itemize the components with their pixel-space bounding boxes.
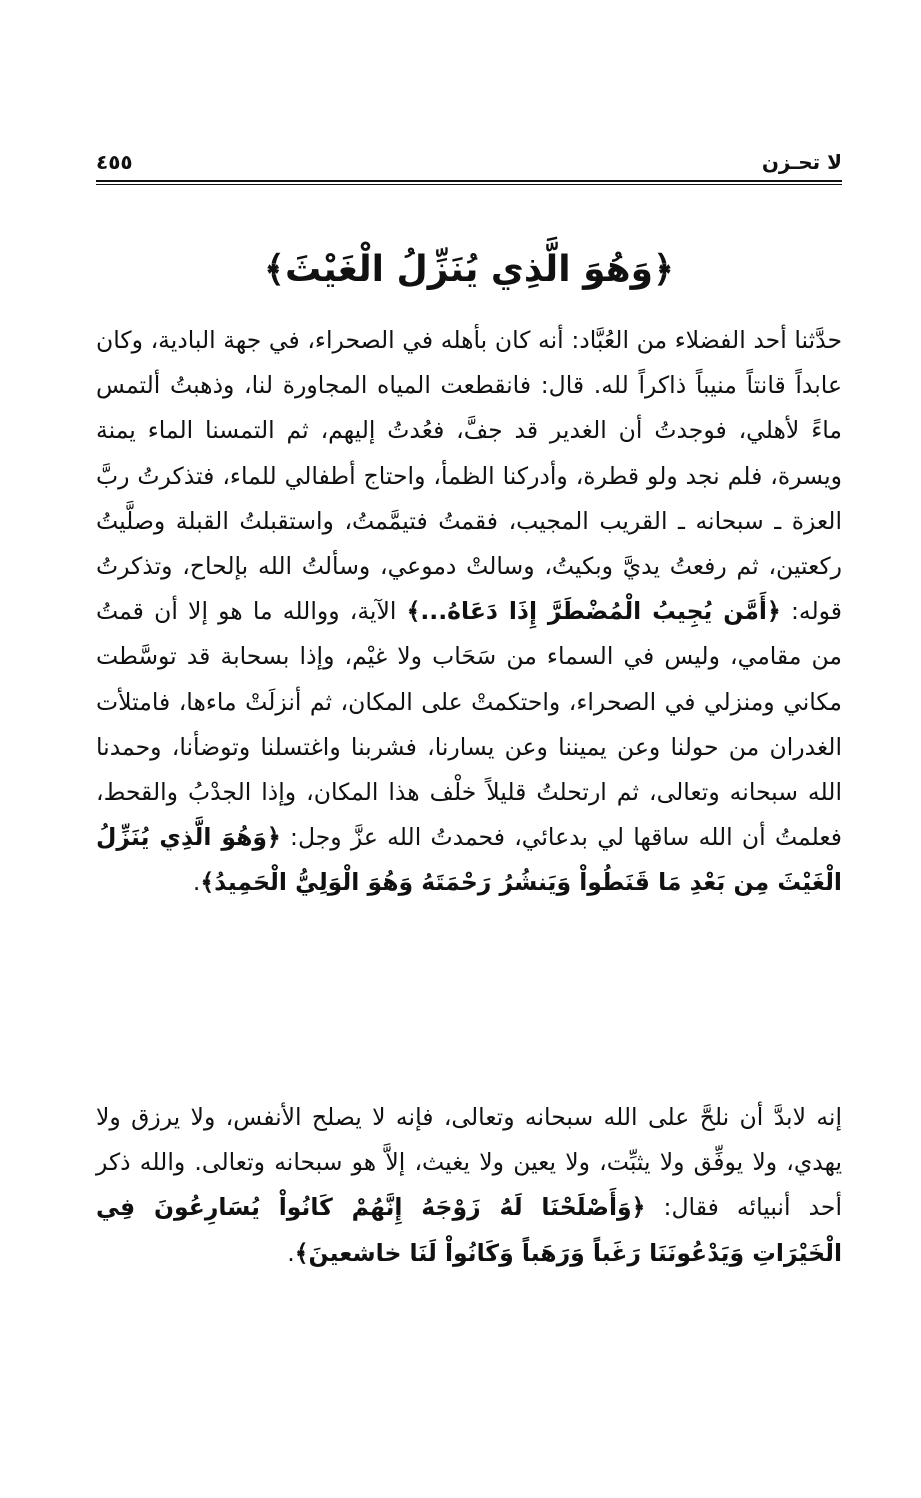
- section-title: ﴿وَهُوَ الَّذِي يُنَزِّلُ الْغَيْثَ﴾: [263, 249, 675, 290]
- paragraph-1-text-b: الآية، ووالله ما هو إلا أن قمتُ من مقامي، وليس في السماء من سَحَاب ولا غيْم، وإذا بسحابة قد توسَّطت مكاني ومنزلي في الصحراء، واحتكمتْ على المكان، ثم أنزلَتْ ماءها، فامتلأت الغدران من حولنا وعن يميننا وعن يسارنا، فشربنا واغتسلنا وتوضأنا، وحمدنا الله سبحانه وتعالى، ثم ارتحلتُ قليلاً خلْف هذا المكان، وإذا الجدْبُ والقحط، فعلمتُ أن الله ساقها لي بدعائي، فحمدتُ الله عزَّ وجل:: [96, 597, 842, 852]
- quran-quote-3: ﴿وَأَصْلَحْنَا لَهُ زَوْجَهُ إِنَّهُمْ كَانُواْ يُسَارِعُونَ فِي الْخَيْرَاتِ وَيَدْعُونَنَا رَغَباً وَرَهَباً وَكَانُواْ لَنَا خاشعينَ﴾: [96, 1193, 842, 1267]
- paragraph-2-text-a: إنه لابدَّ أن نلحَّ على الله سبحانه وتعالى، فإنه لا يصلح الأنفس، ولا يرزق ولا يهدي، ولا يوفِّق ولا يثبِّت، ولا يعين ولا يغيث، إلاَّ هو سبحانه وتعالى. والله ذكر أحد أنبيائه فقال:: [96, 1103, 842, 1222]
- quran-quote-2: ﴿وَهُوَ الَّذِي يُنَزِّلُ الْغَيْثَ مِن بَعْدِ مَا قَنَطُواْ وَيَنشُرُ رَحْمَتَهُ وَهُوَ الْوَلِيُّ الْحَمِيدُ﴾: [96, 823, 842, 897]
- header-rule: [96, 180, 842, 185]
- quran-quote-1: ﴿أَمَّن يُجِيبُ الْمُضْطَرَّ إِذَا دَعَاهُ...﴾: [406, 597, 781, 626]
- paragraph-1: [96, 318, 842, 906]
- paragraph-2: [96, 1095, 842, 1276]
- page-number: ٤٥٥: [96, 150, 133, 174]
- book-title: لا تحـزن: [761, 150, 842, 174]
- paragraph-2-end: .: [287, 1238, 295, 1267]
- page-header: [96, 148, 842, 182]
- paragraph-1-text-a: حدَّثنا أحد الفضلاء من العُبَّاد: أنه كان بأهله في الصحراء، في جهة البادية، وكان عابداً قانتاً منيباً ذاكراً لله. قال: فانقطعت المياه المجاورة لنا، وذهبتُ ألتمس ماءً لأهلي، فوجدتُ أن الغدير قد جفَّ، فعُدتُ إليهم، ثم التمسنا الماء يمنة ويسرة، فلم نجد ولو قطرة، وأدركنا الظمأ، واحتاج أطفالي للماء، فتذكرتُ ربَّ العزة ـ سبحانه ـ القريب المجيب، فقمتُ فتيمَّمتُ، واستقبلتُ القبلة وصلَّيتُ ركعتين، ثم رفعتُ يديَّ وبكيتُ، وسالتْ دموعي، وسألتُ الله بإلحاح، وتذكرتُ قوله:: [96, 326, 842, 626]
- paragraph-1-end: .: [192, 868, 201, 897]
